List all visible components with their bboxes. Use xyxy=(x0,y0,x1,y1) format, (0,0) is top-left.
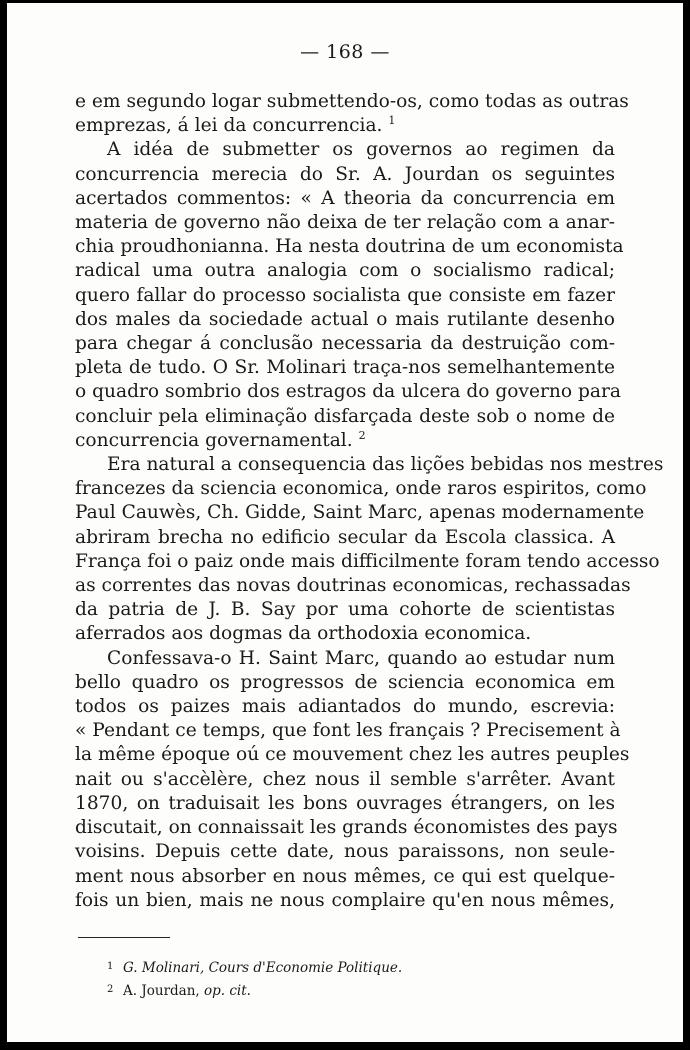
text-line: voisins. Depuis cette date, nous paraissons, non seule- xyxy=(75,841,615,863)
footnote-1 xyxy=(107,956,402,979)
text-line: fois un bien, mais ne nous complaire qu'en nous mêmes, xyxy=(75,889,615,911)
text-line: chia proudhonianna. Ha nesta doutrina de um economista xyxy=(75,236,624,258)
text-line: para chegar á conclusão necessaria da destruição com- xyxy=(75,333,615,355)
text-line: acertados commentos: « A theoria da concurrencia em xyxy=(75,187,615,209)
text-line: nait ou s'accèlère, chez nous il semble s'arrêter. Avant xyxy=(75,768,615,790)
text-line: França foi o paiz onde mais difficilmente foram tendo accesso xyxy=(75,550,660,572)
text-line-content: concurrencia governamental. xyxy=(75,429,353,451)
body-text xyxy=(75,90,664,913)
footnotes xyxy=(107,956,402,1002)
text-line: ment nous absorber en nous mêmes, ce qui est quelque- xyxy=(75,865,615,887)
text-line: 1870, on traduisait les bons ouvrages étrangers, on les xyxy=(75,792,615,814)
text-line: radical uma outra analogia com o socialismo radical; xyxy=(75,260,615,282)
footnote-author: A. Jourdan, xyxy=(123,983,200,999)
footnote-text: op. cit. xyxy=(204,983,251,999)
text-line: la même époque oú ce mouvement chez les autres peuples xyxy=(75,744,630,766)
text-line-content: emprezas, á lei da concurrencia. xyxy=(75,115,383,137)
text-line: o quadro sombrio dos estragos da ulcera do governo para xyxy=(75,381,621,403)
text-line: bello quadro os progressos de sciencia economica em xyxy=(75,671,615,693)
text-line: Paul Cauwès, Ch. Gidde, Saint Marc, apenas modernamente xyxy=(75,502,645,524)
footnote-mark: 2 xyxy=(107,984,114,995)
text-line xyxy=(75,114,615,138)
text-line: da patria de J. B. Say por uma cohorte de scientistas xyxy=(75,599,615,621)
footnote-2 xyxy=(107,979,402,1002)
text-line: e em segundo logar submettendo-os, como todas as outras xyxy=(75,91,629,112)
text-line: materia de governo não deixa de ter relação com a anar- xyxy=(75,212,615,234)
text-line xyxy=(75,429,615,453)
text-line: pleta de tudo. O Sr. Molinari traça-nos semelhantemente xyxy=(75,357,615,379)
text-line: abriram brecha no edificio secular da Escola classica. A xyxy=(75,526,615,548)
text-line: dos males da sociedade actual o mais rutilante desenho xyxy=(75,308,615,330)
text-line: aferrados aos dogmas da orthodoxia economica. xyxy=(75,623,532,645)
page-number: — 168 — xyxy=(300,41,390,63)
text-line: quero fallar do processo socialista que consiste em fazer xyxy=(75,284,615,306)
text-line: todos os paizes mais adiantados do mundo, escrevia: xyxy=(75,696,615,718)
text-line: Confessava-o H. Saint Marc, quando ao estudar num xyxy=(107,647,615,669)
text-line: « Pendant ce temps, que font les français ? Precisement à xyxy=(75,720,621,742)
footnote-ref-1: 1 xyxy=(388,114,396,128)
footnote-ref-2: 2 xyxy=(358,428,366,442)
text-line: concurrencia merecia do Sr. A. Jourdan os seguintes xyxy=(75,163,615,185)
text-line: Era natural a consequencia das lições bebidas nos mestres xyxy=(107,454,664,476)
footnote-divider xyxy=(78,937,170,938)
text-line: concluir pela eliminação disfarçada deste sob o nome de xyxy=(75,405,615,427)
footnote-mark: 1 xyxy=(107,961,114,972)
text-line: as correntes das novas doutrinas economicas, rechassadas xyxy=(75,575,631,597)
footnote-text: G. Molinari, Cours d'Economie Politique. xyxy=(123,960,403,976)
text-line: francezes da sciencia economica, onde raros espiritos, como xyxy=(75,478,647,500)
text-line: discutait, on connaissait les grands économistes des pays xyxy=(75,817,618,839)
text-line: A idéa de submetter os governos ao regimen da xyxy=(107,139,615,161)
